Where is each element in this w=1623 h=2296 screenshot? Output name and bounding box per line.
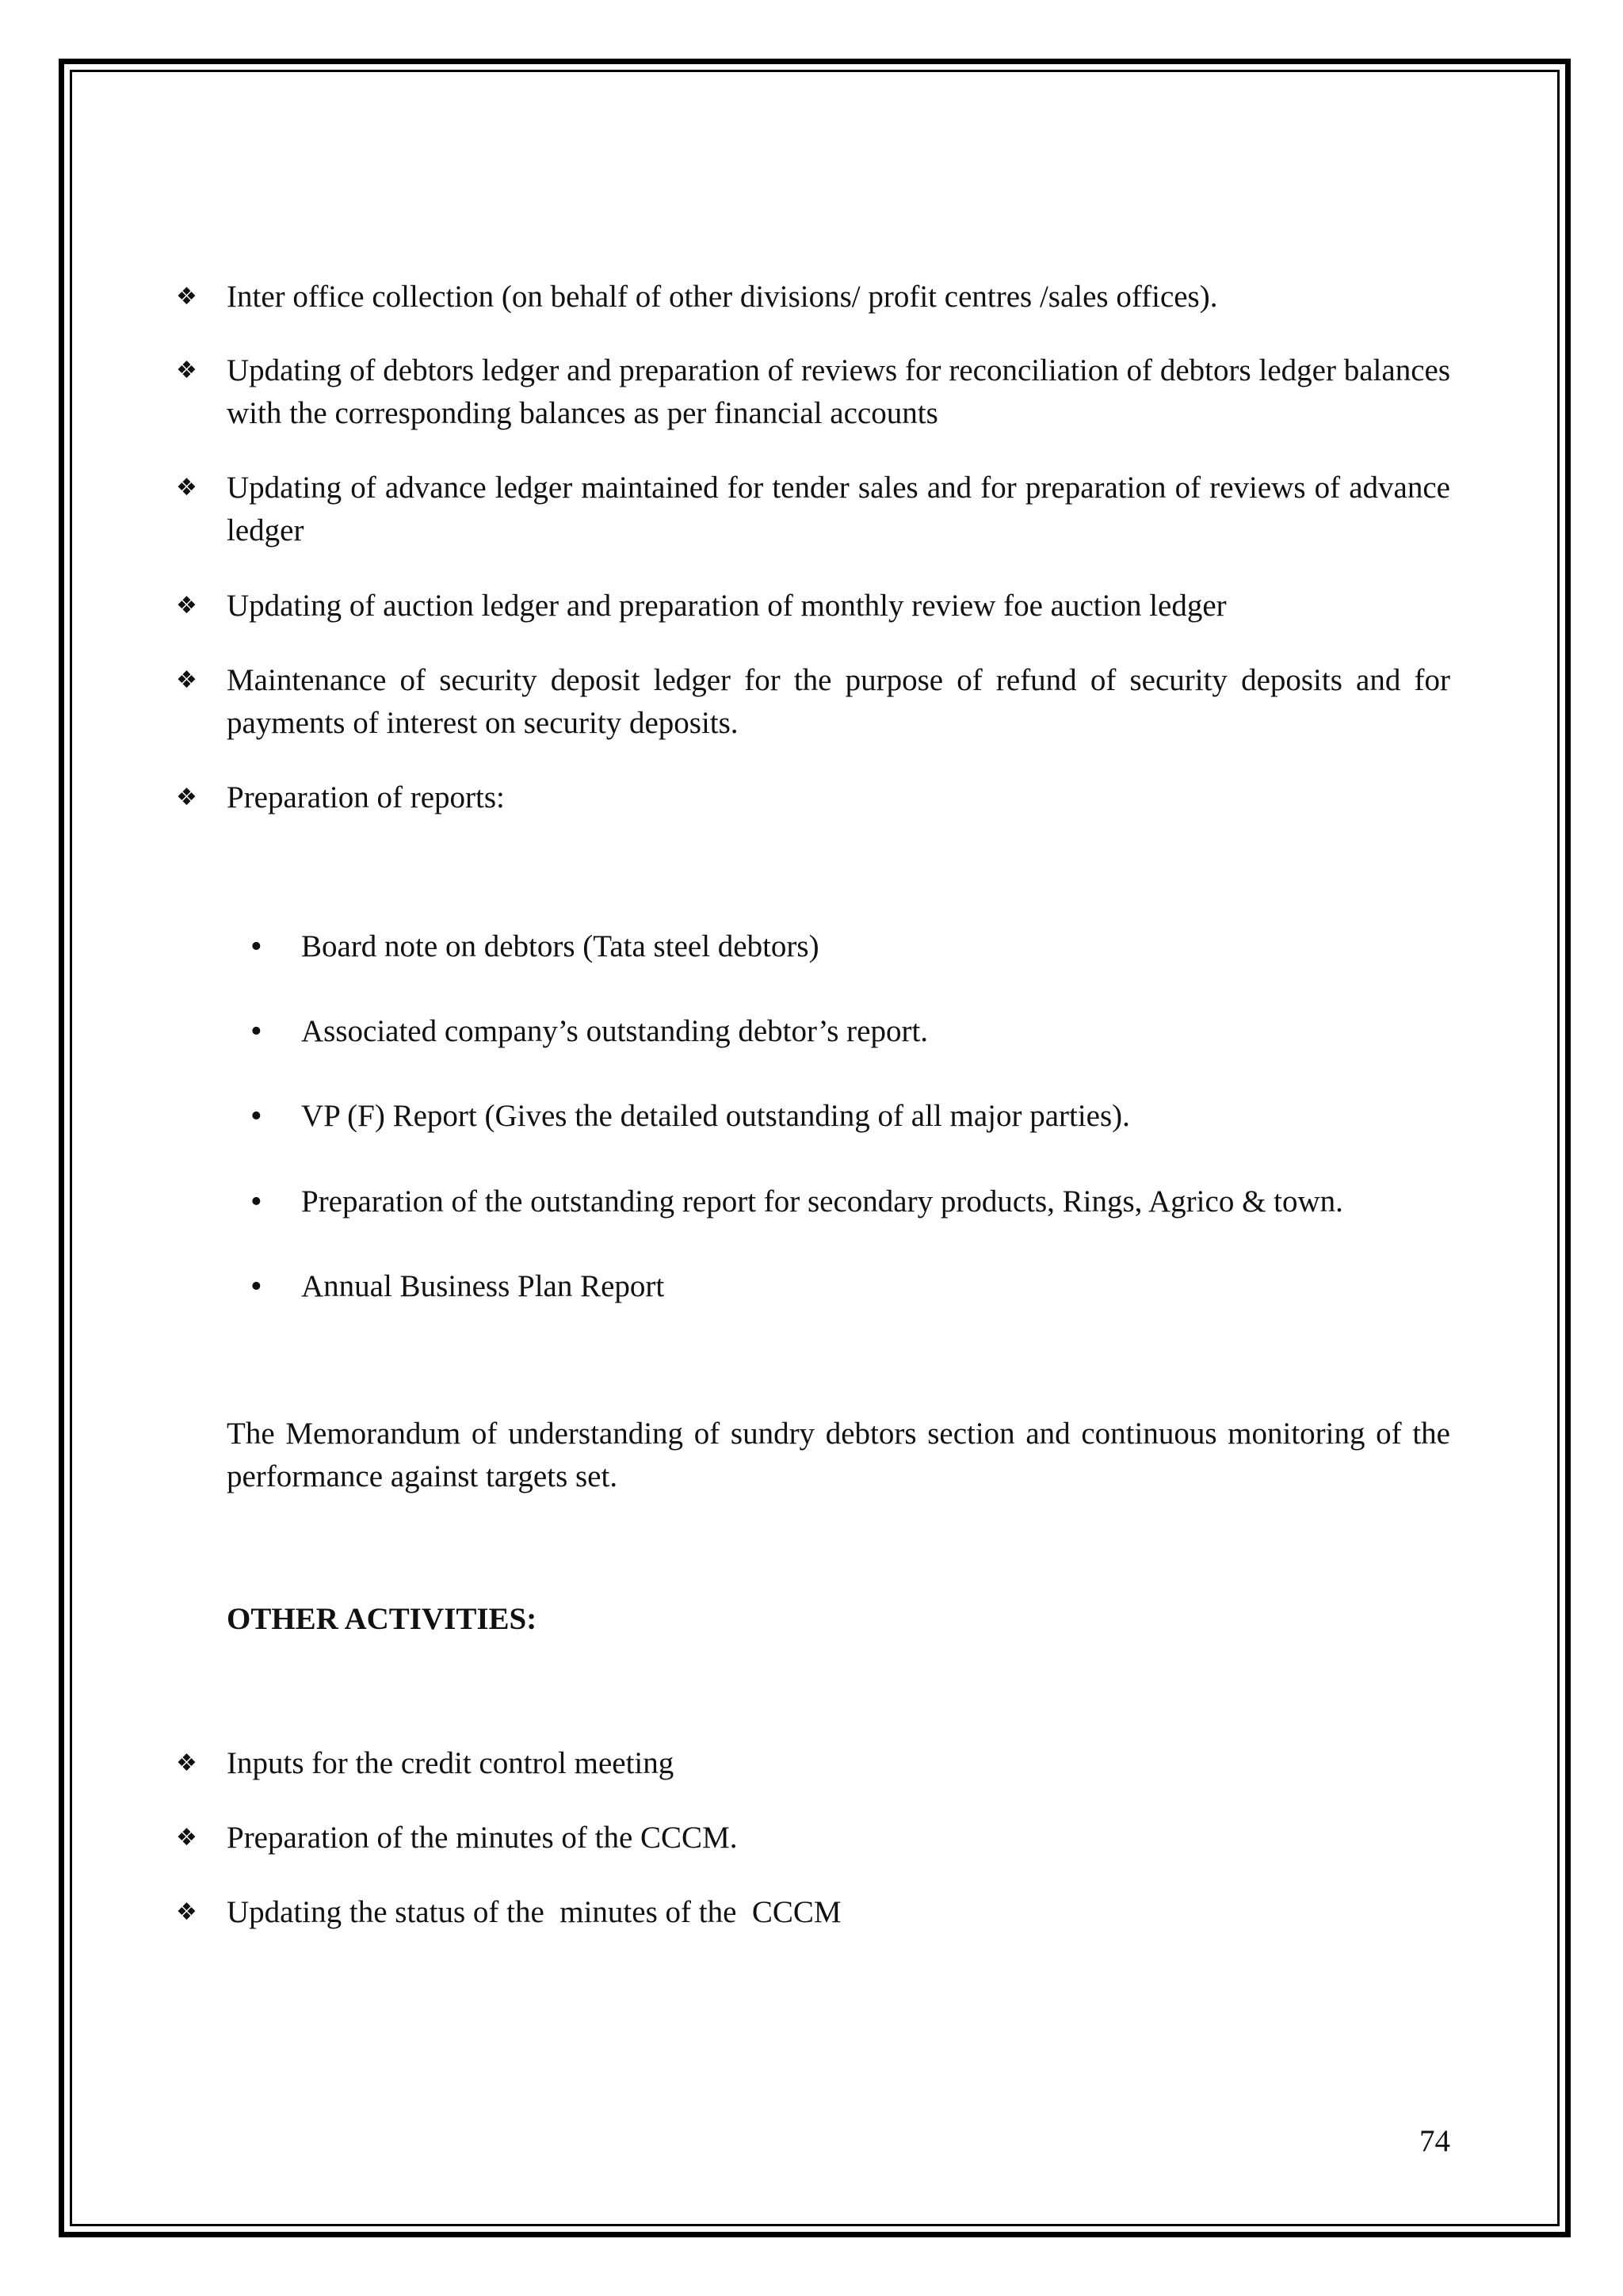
report-list-item-text: Associated company’s outstanding debtor’s report. [301, 1014, 929, 1048]
list-item [176, 467, 1450, 552]
list-item [176, 659, 1450, 745]
diamond-bullet-icon: ❖ [176, 474, 197, 502]
diamond-bullet-icon: ❖ [176, 357, 197, 384]
activity-list-item-text: Inputs for the credit control meeting [227, 1746, 674, 1780]
report-list-item [250, 1095, 1439, 1138]
list-item [176, 776, 1450, 819]
report-list-item [250, 1010, 1439, 1053]
list-item-text: Updating of advance ledger maintained for tender sales and for preparation of reviews of advance ledger [227, 471, 1450, 547]
report-list-item [250, 1265, 1439, 1308]
section-heading: OTHER ACTIVITIES: [227, 1602, 537, 1636]
report-list-item-text: VP (F) Report (Gives the detailed outstanding of all major parties). [301, 1099, 1130, 1133]
diamond-bullet-icon: ❖ [176, 784, 197, 811]
report-list-item-text: Board note on debtors (Tata steel debtors) [301, 929, 819, 963]
page-number: 74 [1419, 2124, 1450, 2158]
memorandum-paragraph: The Memorandum of understanding of sundry debtors section and continuous monitoring of the performance against targets set. [227, 1417, 1450, 1493]
list-item-text: Inter office collection (on behalf of other divisions/ profit centres /sales offices). [227, 280, 1218, 314]
list-item-text: Maintenance of security deposit ledger for the purpose of refund of security deposits and for payments of interest on security deposits. [227, 663, 1450, 740]
list-item [176, 276, 1450, 318]
dot-bullet-icon: • [250, 929, 262, 965]
diamond-bullet-icon: ❖ [176, 666, 197, 694]
activity-list-item [176, 1817, 1450, 1859]
diamond-bullet-icon: ❖ [176, 1749, 197, 1777]
dot-bullet-icon: • [250, 1013, 262, 1050]
list-item-text: Preparation of reports: [227, 780, 505, 814]
activity-list-item-text: Preparation of the minutes of the CCCM. [227, 1821, 738, 1855]
report-list-item-text: Annual Business Plan Report [301, 1269, 665, 1303]
dot-bullet-icon: • [250, 1268, 262, 1305]
diamond-bullet-icon: ❖ [176, 1898, 197, 1926]
diamond-bullet-icon: ❖ [176, 283, 197, 311]
activity-list-item [176, 1891, 1450, 1934]
list-item [176, 585, 1450, 627]
activity-list-item [176, 1742, 1450, 1785]
dot-bullet-icon: • [250, 1184, 262, 1220]
report-list-item [250, 1180, 1439, 1223]
list-item-text: Updating of debtors ledger and preparation of reviews for reconciliation of debtors ledger balances with the corresponding balances as per financial accounts [227, 353, 1450, 430]
report-list-item [250, 925, 1439, 968]
list-item [176, 349, 1450, 435]
dot-bullet-icon: • [250, 1098, 262, 1135]
diamond-bullet-icon: ❖ [176, 592, 197, 620]
report-list-item-text: Preparation of the outstanding report for secondary products, Rings, Agrico & town. [301, 1184, 1343, 1219]
diamond-bullet-icon: ❖ [176, 1824, 197, 1852]
activity-list-item-text: Updating the status of the minutes of the CCCM [227, 1895, 842, 1929]
list-item-text: Updating of auction ledger and preparation of monthly review foe auction ledger [227, 589, 1227, 623]
